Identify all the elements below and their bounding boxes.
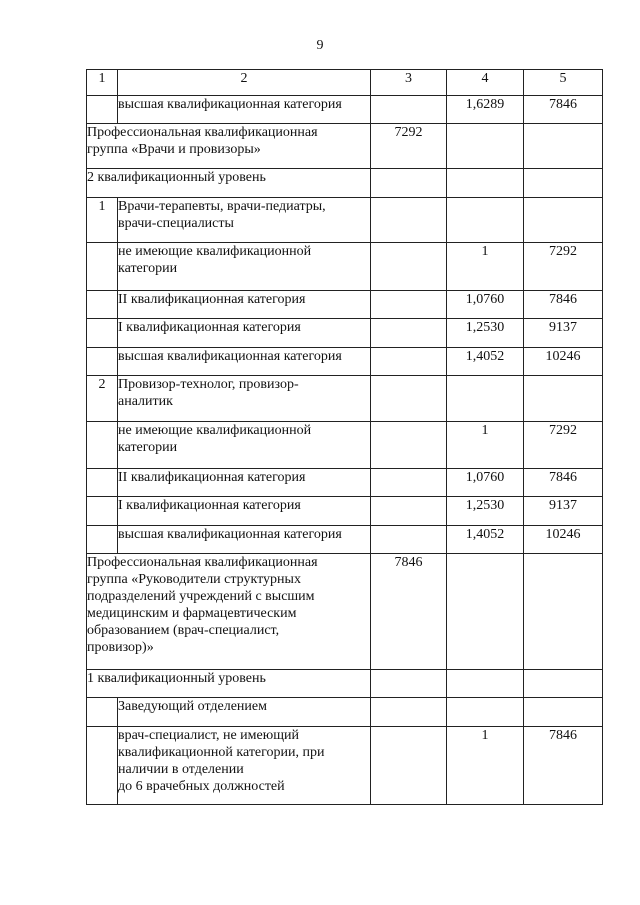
coefficient-cell <box>447 698 524 727</box>
coefficient-cell <box>447 124 524 169</box>
table-row <box>87 198 603 243</box>
table-row <box>87 169 603 198</box>
coefficient-cell <box>447 198 524 243</box>
header-cell-3: 3 <box>371 70 447 96</box>
table-row <box>87 243 603 291</box>
base-salary-cell <box>371 698 447 727</box>
index-cell <box>87 319 118 348</box>
salary-cell: 7292 <box>524 422 603 469</box>
table-row <box>87 698 603 727</box>
name-cell: не имеющие квалификационной категории <box>118 422 371 469</box>
name-cell: II квалификационная категория <box>118 469 371 497</box>
coefficient-cell: 1 <box>447 243 524 291</box>
index-cell <box>87 422 118 469</box>
index-cell <box>87 497 118 526</box>
coefficient-cell: 1,4052 <box>447 348 524 376</box>
coefficient-cell: 1,6289 <box>447 96 524 124</box>
index-cell <box>87 526 118 554</box>
salary-cell: 7846 <box>524 727 603 805</box>
table-row <box>87 554 603 670</box>
name-cell: Провизор-технолог, провизор- аналитик <box>118 376 371 422</box>
coefficient-cell: 1,4052 <box>447 526 524 554</box>
base-salary-cell <box>371 670 447 698</box>
name-cell: II квалификационная категория <box>118 291 371 319</box>
coefficient-cell: 1 <box>447 727 524 805</box>
coefficient-cell <box>447 376 524 422</box>
table-row <box>87 422 603 469</box>
name-cell: высшая квалификационная категория <box>118 348 371 376</box>
name-cell: Врачи-терапевты, врачи-педиатры, врачи-специалисты <box>118 198 371 243</box>
base-salary-cell <box>371 198 447 243</box>
coefficient-cell <box>447 169 524 198</box>
salary-cell: 7292 <box>524 243 603 291</box>
salary-cell <box>524 670 603 698</box>
base-salary-cell <box>371 169 447 198</box>
page-number: 9 <box>316 38 324 53</box>
index-cell: 2 <box>87 376 118 422</box>
table-row <box>87 526 603 554</box>
coefficient-cell: 1,2530 <box>447 497 524 526</box>
base-salary-cell <box>371 319 447 348</box>
salary-cell: 10246 <box>524 526 603 554</box>
salary-cell: 9137 <box>524 497 603 526</box>
base-salary-cell <box>371 422 447 469</box>
base-salary-cell: 7292 <box>371 124 447 169</box>
name-cell: I квалификационная категория <box>118 497 371 526</box>
index-cell <box>87 348 118 376</box>
base-salary-cell <box>371 469 447 497</box>
salary-cell <box>524 169 603 198</box>
base-salary-cell <box>371 727 447 805</box>
coefficient-cell <box>447 554 524 670</box>
salary-cell: 7846 <box>524 469 603 497</box>
salary-cell <box>524 198 603 243</box>
name-cell: высшая квалификационная категория <box>118 96 371 124</box>
salary-cell <box>524 124 603 169</box>
salary-table <box>86 69 603 805</box>
table-row <box>87 497 603 526</box>
salary-cell <box>524 698 603 727</box>
index-cell <box>87 469 118 497</box>
index-cell <box>87 727 118 805</box>
index-cell <box>87 291 118 319</box>
table-row <box>87 124 603 169</box>
coefficient-cell: 1 <box>447 422 524 469</box>
coefficient-cell: 1,2530 <box>447 319 524 348</box>
base-salary-cell: 7846 <box>371 554 447 670</box>
base-salary-cell <box>371 526 447 554</box>
base-salary-cell <box>371 291 447 319</box>
index-cell <box>87 96 118 124</box>
base-salary-cell <box>371 376 447 422</box>
group-title-cell: 1 квалификационный уровень <box>87 670 371 698</box>
table-header-row <box>87 70 603 96</box>
header-cell-1: 1 <box>87 70 118 96</box>
group-title-cell: 2 квалификационный уровень <box>87 169 371 198</box>
name-cell: Заведующий отделением <box>118 698 371 727</box>
table-row <box>87 291 603 319</box>
name-cell: не имеющие квалификационной категории <box>118 243 371 291</box>
group-title-cell: Профессиональная квалификационная группа «Руководители структурных подразделений учреждений с высшим медицинским и фармацевтическим образованием (врач-специалист, провизор)» <box>87 554 371 670</box>
table-row <box>87 469 603 497</box>
salary-cell: 7846 <box>524 96 603 124</box>
salary-cell <box>524 554 603 670</box>
group-title-cell: Профессиональная квалификационная группа «Врачи и провизоры» <box>87 124 371 169</box>
table-row <box>87 319 603 348</box>
index-cell <box>87 243 118 291</box>
name-cell: высшая квалификационная категория <box>118 526 371 554</box>
header-cell-5: 5 <box>524 70 603 96</box>
name-cell: I квалификационная категория <box>118 319 371 348</box>
base-salary-cell <box>371 243 447 291</box>
table-row <box>87 96 603 124</box>
header-cell-2: 2 <box>118 70 371 96</box>
coefficient-cell: 1,0760 <box>447 291 524 319</box>
name-cell: врач-специалист, не имеющий квалификационной категории, при наличии в отделении до 6 врачебных должностей <box>118 727 371 805</box>
salary-cell: 7846 <box>524 291 603 319</box>
salary-cell: 9137 <box>524 319 603 348</box>
salary-cell: 10246 <box>524 348 603 376</box>
table-row <box>87 348 603 376</box>
table-row <box>87 376 603 422</box>
table-row <box>87 670 603 698</box>
coefficient-cell: 1,0760 <box>447 469 524 497</box>
base-salary-cell <box>371 497 447 526</box>
header-cell-4: 4 <box>447 70 524 96</box>
coefficient-cell <box>447 670 524 698</box>
index-cell: 1 <box>87 198 118 243</box>
salary-cell <box>524 376 603 422</box>
index-cell <box>87 698 118 727</box>
base-salary-cell <box>371 348 447 376</box>
base-salary-cell <box>371 96 447 124</box>
table-row <box>87 727 603 805</box>
